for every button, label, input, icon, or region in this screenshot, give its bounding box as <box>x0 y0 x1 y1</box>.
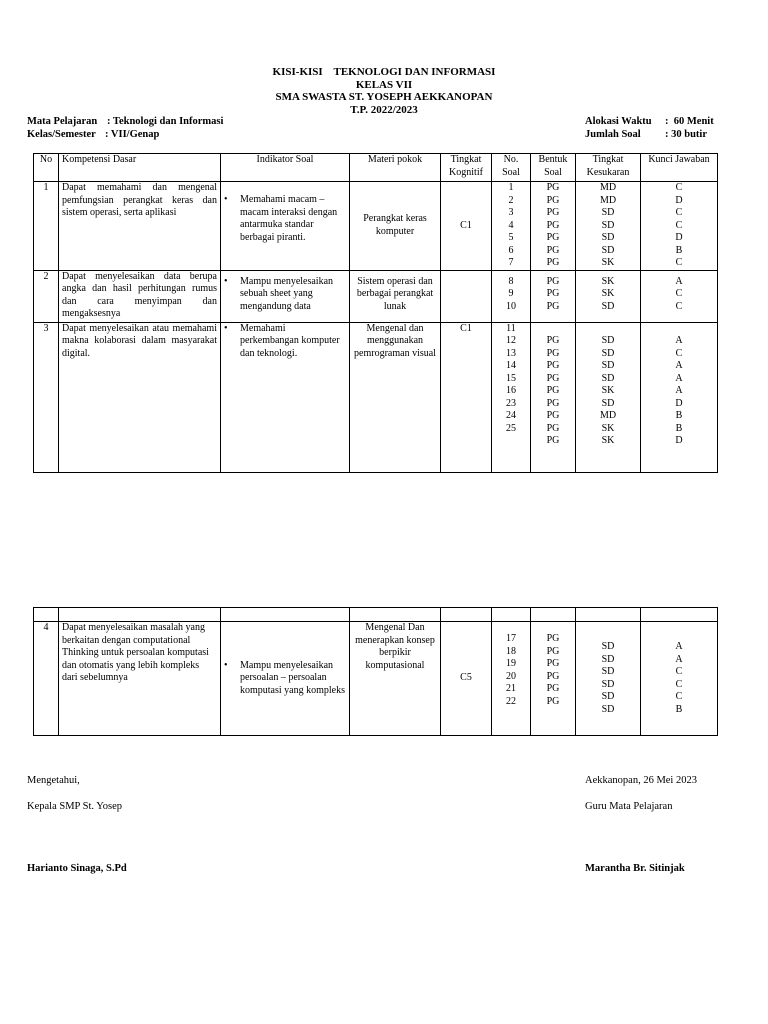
no-soal-item: 20 <box>506 670 516 682</box>
row-kesukaran <box>576 182 641 271</box>
kesukaran-item <box>579 323 637 336</box>
no-soal-item: 21 <box>506 683 516 694</box>
no-soal-item: 16 <box>506 385 516 396</box>
waktu-value: : 60 Menit <box>665 116 714 127</box>
bentuk-item: PG <box>546 645 560 657</box>
kesukaran-item: SK <box>601 257 615 268</box>
title-line-3: SMA SWASTA ST. YOSEPH AEKKANOPAN <box>275 91 493 103</box>
bentuk-item: PG <box>546 182 560 193</box>
indikator-text: Mampu menyelesaikan persoalan – persoalan komputasi yang kompleks <box>240 659 345 696</box>
row-bentuk <box>531 270 576 322</box>
row-no: 4 <box>34 622 59 736</box>
kelas-label: Kelas/Semester <box>27 129 96 140</box>
bentuk-item: PG <box>546 347 560 359</box>
no-soal-item: 5 <box>508 232 514 243</box>
bentuk-item: PG <box>546 300 560 312</box>
no-soal-item: 17 <box>506 633 516 644</box>
row-indikator <box>221 270 350 322</box>
table-row <box>34 182 718 271</box>
kunci-item: B <box>675 410 683 421</box>
no-soal-item: 22 <box>506 695 516 707</box>
no-soal-item: 14 <box>506 360 516 371</box>
kunci-item: C <box>675 207 683 218</box>
kunci-item <box>644 323 714 336</box>
bentuk-item: PG <box>546 244 560 256</box>
row-kesukaran <box>576 322 641 472</box>
bentuk-item: PG <box>546 695 560 707</box>
document-title <box>0 66 768 116</box>
row-materi: Sistem operasi dan berbagai perangkat lunak <box>350 270 441 322</box>
kesukaran-item: SD <box>601 335 615 346</box>
row-kompetensi: Dapat menyelesaikan masalah yang berkaitan dengan computational Thinking untuk persoalan komputasi dan otomatis yang lebih kompleks dari sebelumnya <box>59 622 221 736</box>
header-no: No <box>34 154 59 182</box>
no-soal-item: 9 <box>508 288 514 299</box>
kesukaran-item: SD <box>601 219 615 231</box>
meta-left <box>27 115 223 141</box>
kunci-item: C <box>675 678 683 690</box>
bullet-icon: • <box>224 322 228 334</box>
kesukaran-item: SD <box>601 232 615 243</box>
kesukaran-item: SK <box>601 385 615 396</box>
kunci-item: A <box>675 372 683 384</box>
row-kognitif <box>441 270 492 322</box>
row-kompetensi: Dapat menyelesaikan atau memahami makna kolaborasi dalam masyarakat digital. <box>59 322 221 472</box>
waktu-label: Alokasi Waktu <box>585 116 652 127</box>
row-kognitif: C5 <box>441 622 492 736</box>
no-soal-item: 23 <box>506 397 516 409</box>
header-tingkat-kognitif: Tingkat Kognitif <box>441 154 492 182</box>
row-bentuk <box>531 322 576 472</box>
kesukaran-item: SK <box>601 275 615 287</box>
no-soal-item: 3 <box>508 207 514 218</box>
kunci-item: A <box>675 275 683 287</box>
kesukaran-item: SD <box>601 666 615 677</box>
no-soal-item: 1 <box>508 182 514 193</box>
row-kesukaran <box>576 270 641 322</box>
bentuk-item: PG <box>546 257 560 268</box>
row-kesukaran <box>576 622 641 736</box>
row-kunci <box>641 622 718 736</box>
no-soal-item: 24 <box>506 410 516 421</box>
no-soal-item: 19 <box>506 658 516 669</box>
row-no-soal <box>492 622 531 736</box>
kunci-item: D <box>675 232 683 243</box>
bentuk-item: PG <box>546 372 560 384</box>
kesukaran-item: SD <box>601 244 615 256</box>
bullet-icon: • <box>224 194 228 205</box>
table-row <box>34 322 718 472</box>
row-no-soal <box>492 270 531 322</box>
row-materi: Perangkat keras komputer <box>350 182 441 271</box>
bentuk-item: PG <box>546 397 560 409</box>
kunci-item: C <box>675 288 683 299</box>
row-bentuk <box>531 622 576 736</box>
bentuk-item: PG <box>546 207 560 218</box>
row-kunci <box>641 270 718 322</box>
kunci-item: B <box>675 703 683 715</box>
indikator-text: Memahami macam – macam interaksi dengan antarmuka standar berbagai piranti. <box>240 194 338 243</box>
bentuk-item: PG <box>546 435 560 446</box>
row-materi: Mengenal Dan menerapkan konsep berpikir komputasional <box>350 622 441 736</box>
kunci-item: B <box>675 244 683 256</box>
title-line-1: KISI-KISI TEKNOLOGI DAN INFORMASI <box>272 66 496 78</box>
sig-left-name: Harianto Sinaga, S.Pd <box>27 863 127 874</box>
kesukaran-item: MD <box>599 182 617 193</box>
row-indikator <box>221 322 350 472</box>
no-soal-item: 15 <box>506 372 516 384</box>
kunci-item: C <box>675 219 683 231</box>
bentuk-item: PG <box>546 658 560 669</box>
kesukaran-item: SK <box>601 422 615 434</box>
sig-left-line-2: Kepala SMP St. Yosep <box>27 801 123 812</box>
kesukaran-item: SD <box>601 653 615 665</box>
bentuk-item: PG <box>546 288 560 299</box>
kesukaran-item: SD <box>601 207 615 218</box>
no-soal-item: 25 <box>506 422 516 434</box>
row-kognitif: C1 <box>441 322 492 472</box>
kunci-item: B <box>675 422 683 434</box>
meta-right <box>585 115 714 141</box>
title-line-2: KELAS VII <box>355 78 413 91</box>
kunci-item: C <box>675 666 683 677</box>
kisi-kisi-table-continued <box>33 607 718 736</box>
bentuk-item: PG <box>546 670 560 682</box>
kelas-value: : VII/Genap <box>105 129 160 140</box>
bentuk-item: PG <box>546 219 560 231</box>
table-row <box>34 270 718 322</box>
kunci-item: A <box>675 641 683 652</box>
table-row <box>34 622 718 736</box>
kesukaran-item: SD <box>601 691 615 702</box>
bentuk-item: PG <box>546 335 560 346</box>
soal-value: : 30 butir <box>665 129 707 140</box>
kunci-item: A <box>675 385 683 396</box>
kesukaran-item: SD <box>601 678 615 690</box>
sig-left-line-1: Mengetahui, <box>27 775 80 786</box>
kesukaran-item: MD <box>599 194 617 206</box>
header-tingkat-kesukaran: Tingkat Kesukaran <box>576 154 641 182</box>
bentuk-item <box>534 323 572 336</box>
row-kunci <box>641 182 718 271</box>
bentuk-item: PG <box>546 360 560 371</box>
kesukaran-item: SD <box>601 347 615 359</box>
row-kognitif: C1 <box>441 182 492 271</box>
kunci-item: D <box>675 435 683 446</box>
bentuk-item: PG <box>546 194 560 206</box>
header-kunci-jawaban: Kunci Jawaban <box>641 154 718 182</box>
no-soal-item: 18 <box>506 645 516 657</box>
table-header-row <box>34 154 718 182</box>
row-bentuk <box>531 182 576 271</box>
row-kunci <box>641 322 718 472</box>
mapel-label: Mata Pelajaran <box>27 116 98 127</box>
no-soal-item: 13 <box>506 347 516 359</box>
kesukaran-item: SD <box>601 397 615 409</box>
no-soal-item: 8 <box>508 275 514 287</box>
kesukaran-item: SD <box>601 641 615 652</box>
no-soal-item: 6 <box>508 244 514 256</box>
no-soal-item: 4 <box>508 219 514 231</box>
bentuk-item: PG <box>546 410 560 421</box>
kesukaran-item: MD <box>599 410 617 421</box>
kisi-kisi-table <box>33 153 718 473</box>
kunci-item: A <box>675 653 683 665</box>
kunci-item: C <box>675 257 683 268</box>
indikator-text: Mampu menyelesaikan sebuah sheet yang mengandung data <box>240 275 334 312</box>
header-materi: Materi pokok <box>350 154 441 182</box>
kunci-item: A <box>675 335 683 346</box>
kesukaran-item: SD <box>601 300 615 312</box>
no-soal-item: 11 <box>506 322 516 334</box>
row-kompetensi: Dapat menyelesaikan data berupa angka dan hasil perhitungan rumus dan cara menyimpan dan mengaksesnya <box>59 270 221 322</box>
kesukaran-item: SK <box>601 435 615 446</box>
bentuk-item: PG <box>546 422 560 434</box>
kunci-item: C <box>675 182 683 193</box>
mapel-value: : Teknologi dan Informasi <box>107 116 224 127</box>
no-soal-item: 7 <box>508 257 514 268</box>
bentuk-item: PG <box>546 385 560 396</box>
sig-right-line-2: Guru Mata Pelajaran <box>585 801 673 812</box>
bentuk-item: PG <box>546 683 560 694</box>
header-indikator: Indikator Soal <box>221 154 350 182</box>
kesukaran-item: SD <box>601 360 615 371</box>
sig-right-line-1: Aekkanopan, 26 Mei 2023 <box>585 775 697 786</box>
row-no-soal <box>492 322 531 472</box>
kunci-item: C <box>675 691 683 702</box>
row-indikator <box>221 182 350 271</box>
no-soal-item: 12 <box>506 335 516 346</box>
kunci-item: A <box>675 360 683 371</box>
no-soal-item: 2 <box>508 194 514 206</box>
kesukaran-item: SD <box>601 372 615 384</box>
row-materi: Mengenal dan menggunakan pemrograman visual <box>350 322 441 472</box>
header-no-soal: No. Soal <box>492 154 531 182</box>
bentuk-item: PG <box>546 275 560 287</box>
soal-label: Jumlah Soal <box>585 129 641 140</box>
indikator-text: Memahami perkembangan komputer dan teknologi. <box>240 322 340 359</box>
kunci-item: C <box>675 347 683 359</box>
bullet-icon: • <box>224 275 228 287</box>
row-no-soal <box>492 182 531 271</box>
row-kompetensi: Dapat memahami dan mengenal pemfungsian perangkat keras dan sistem operasi, serta aplikasi <box>59 182 221 271</box>
kunci-item: D <box>675 194 683 206</box>
row-no: 1 <box>34 182 59 271</box>
row-indikator <box>221 622 350 736</box>
title-line-4: T.P. 2022/2023 <box>350 103 418 116</box>
bullet-icon: • <box>224 659 228 671</box>
kesukaran-item: SK <box>601 288 615 299</box>
sig-right-name: Marantha Br. Sitinjak <box>585 863 685 874</box>
header-kompetensi: Kompetensi Dasar <box>59 154 221 182</box>
row-no: 3 <box>34 322 59 472</box>
bentuk-item: PG <box>546 232 560 243</box>
empty-row <box>34 608 718 622</box>
kunci-item: D <box>675 397 683 409</box>
header-bentuk-soal: Bentuk Soal <box>531 154 576 182</box>
bentuk-item: PG <box>546 633 560 644</box>
kunci-item: C <box>675 300 683 312</box>
no-soal-item: 10 <box>506 300 516 312</box>
row-no: 2 <box>34 270 59 322</box>
kesukaran-item: SD <box>601 703 615 715</box>
